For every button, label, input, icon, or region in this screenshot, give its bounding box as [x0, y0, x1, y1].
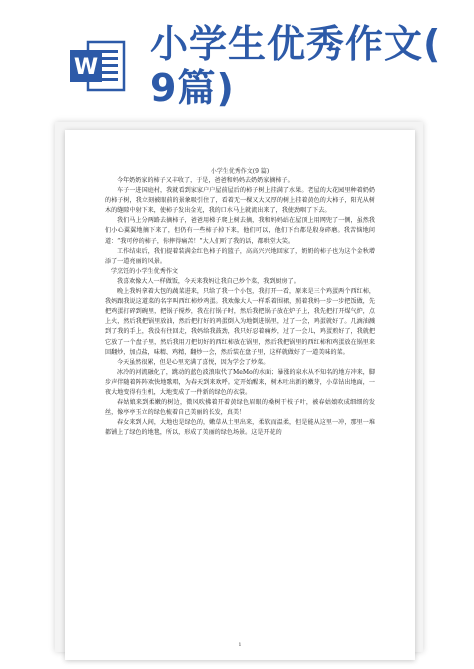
- document-paragraph: 今年奶奶家的柿子又丰收了，于是，爸爸和妈妈去奶奶家摘柿子。: [117, 177, 294, 184]
- document-title: 小学生优秀作文(9 篇): [210, 168, 270, 175]
- word-document-icon: [68, 38, 128, 94]
- document-paragraph: 春姑娘来到柔嫩的树边，微风吹拂着开着黄绿色眉眼的桑树干枝子叶，被春姑娘吹成细细的发丝，像亭亭玉立的绿色梳着自己美丽的长发，真美！: [105, 399, 375, 417]
- section-heading: 学烹饪的小学生优秀作文: [111, 267, 179, 275]
- document-paragraph: 工作结束后，我们提着装满金红色柿子的篮子，高高兴兴地回家了，奶奶的柿子也为这个金秋增添了一道亮丽的风景。: [105, 247, 375, 265]
- document-paragraph: 冰冷的河流融化了，跳动的蓝色波浪取代了MeMo的水面；暴涨的泉水从不知名的地方冲来，脚步声伴随着阵阵欢快地歌唱，为春天到来欢呼。定开始醒来，树木吐出新的嫩芽，小草钻出地面，一夜大地变得有生机，大地变成了一件新的绿色的衣裳。: [105, 368, 375, 396]
- document-paragraph: 晚上我妈拿着大包的蔬菜进来，只给了我一个小包，我打开一看，原来是三个鸡蛋两个西红柿，我妈跟我说这道菜的名字叫西红柿炒鸡蛋。我欢像大人一样系着围裙，照着我妈一步一步把饭做，先把鸡蛋打碎到碗里，把锅子搅炒，我在打锅子时，然后我把锅子放在炉子上，我先把打开煤气炉，点上火，然后我把锅里放油，然后把打好的鸡蛋倒入为地倒进锅里，过了一会，鸡蛋就好了。几滴油溅到了我的手上，我没有往回走，我妈给我鼓劲，我只好忍着痛炒，过了一会儿，鸡蛋煎好了，我就把它放了一个盘子里，然后我用刀把切好的西红柿放在锅里，然后我把锅里的西红柿和鸡蛋放在锅里来回翻炒，加点盐，味精、鸡精，翻炒一会，然后装在盘子里，这样就做好了一道美味的菜。: [105, 288, 375, 356]
- document-page: [65, 130, 415, 660]
- svg-text:W: W: [73, 55, 99, 80]
- page-title: 小学生优秀作文( 9篇): [150, 22, 442, 110]
- document-paragraph: 车子一进国庭村，我就看到家家户户屋前屋后的柿子树上挂满了水果。老屋的大花园里种着奶奶的柿子树，我立刻被眼前的景象吸引住了，看着无一棵又大又厚的树上挂着黄色的大柿子，阳光从树木的缝隙中射下来，使柿子发出金光，我的口水马上就流出来了，我使劲咽了下去。: [105, 187, 375, 215]
- page-number: 1: [238, 642, 242, 648]
- document-paragraph: 春女来到人间，大地也是绿色的，嫩草从土里出来，柔软而温柔，但是能从这里一冲，那里一堆都铺上了绿色的地毯，所以，形成了美丽的绿色场景。这是开花的: [105, 419, 375, 437]
- document-paragraph: 我喜欢像大人一样做饭，今天来我妈让我自己炒个菜，我到厨房了。: [117, 277, 300, 285]
- document-body: [105, 176, 375, 438]
- document-paragraph: 我们马上分两路去摘柿子，爸爸用梯子爬上树去摘，我和妈妈站在屋顶上用网兜了一侧，虽然我们小心翼翼地摘下来了，但仍有一些柿子掉下来，他们可以，他们下台都是殷身碎磨。我苦恼地问道：“我可停的柿子，你摔得痛苦！”大人们听了我的话，都哄堂大笑。: [105, 217, 375, 245]
- document-paragraph: 今天虽然很累，但是心里充满了喜悦，因为学会了炒菜。: [117, 358, 270, 366]
- header-banner: [0, 0, 474, 118]
